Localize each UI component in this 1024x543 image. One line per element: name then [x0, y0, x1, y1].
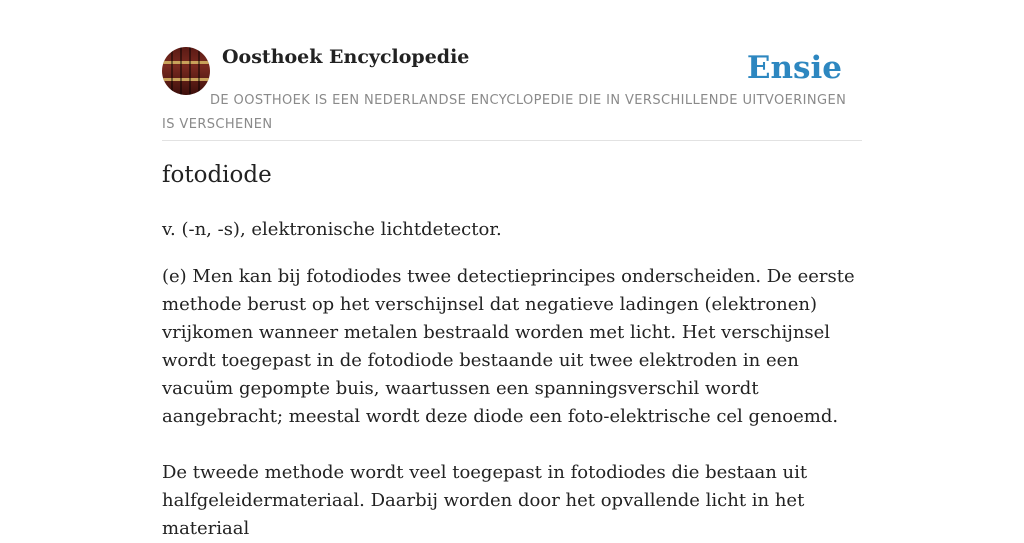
entry-definition: v. (-n, -s), elektronische lichtdetector.	[162, 219, 502, 240]
entry-body	[162, 263, 862, 543]
source-description: DE OOSTHOEK IS EEN NEDERLANDSE ENCYCLOPEDIE DIE IN VERSCHILLENDE UITVOERINGEN IS VERSCHENEN	[162, 93, 847, 132]
brand-logo[interactable]: Ensie	[746, 50, 842, 86]
header	[162, 0, 862, 141]
page	[162, 0, 862, 539]
source-title[interactable]: Oosthoek Encyclopedie	[222, 46, 470, 68]
entry-title: fotodiode	[162, 162, 272, 188]
source-avatar[interactable]	[162, 47, 210, 95]
entry-paragraph: De tweede methode wordt veel toegepast in fotodiodes die bestaan uit halfgeleidermateriaal. Daarbij worden door het opvallende licht in het materiaal	[162, 462, 808, 539]
entry-paragraph: (e) Men kan bij fotodiodes twee detectieprincipes onderscheiden. De eerste methode berust op het verschijnsel dat negatieve ladingen (elektronen) vrijkomen wanneer metalen bestraald worden met licht. Het verschijnsel wordt toegepast in de fotodiode bestaande uit twee elektroden in een vacuüm gepompte buis, waartussen een spanningsverschil wordt aangebracht; meestal wordt deze diode een foto-elektrische cel genoemd.	[162, 266, 855, 427]
